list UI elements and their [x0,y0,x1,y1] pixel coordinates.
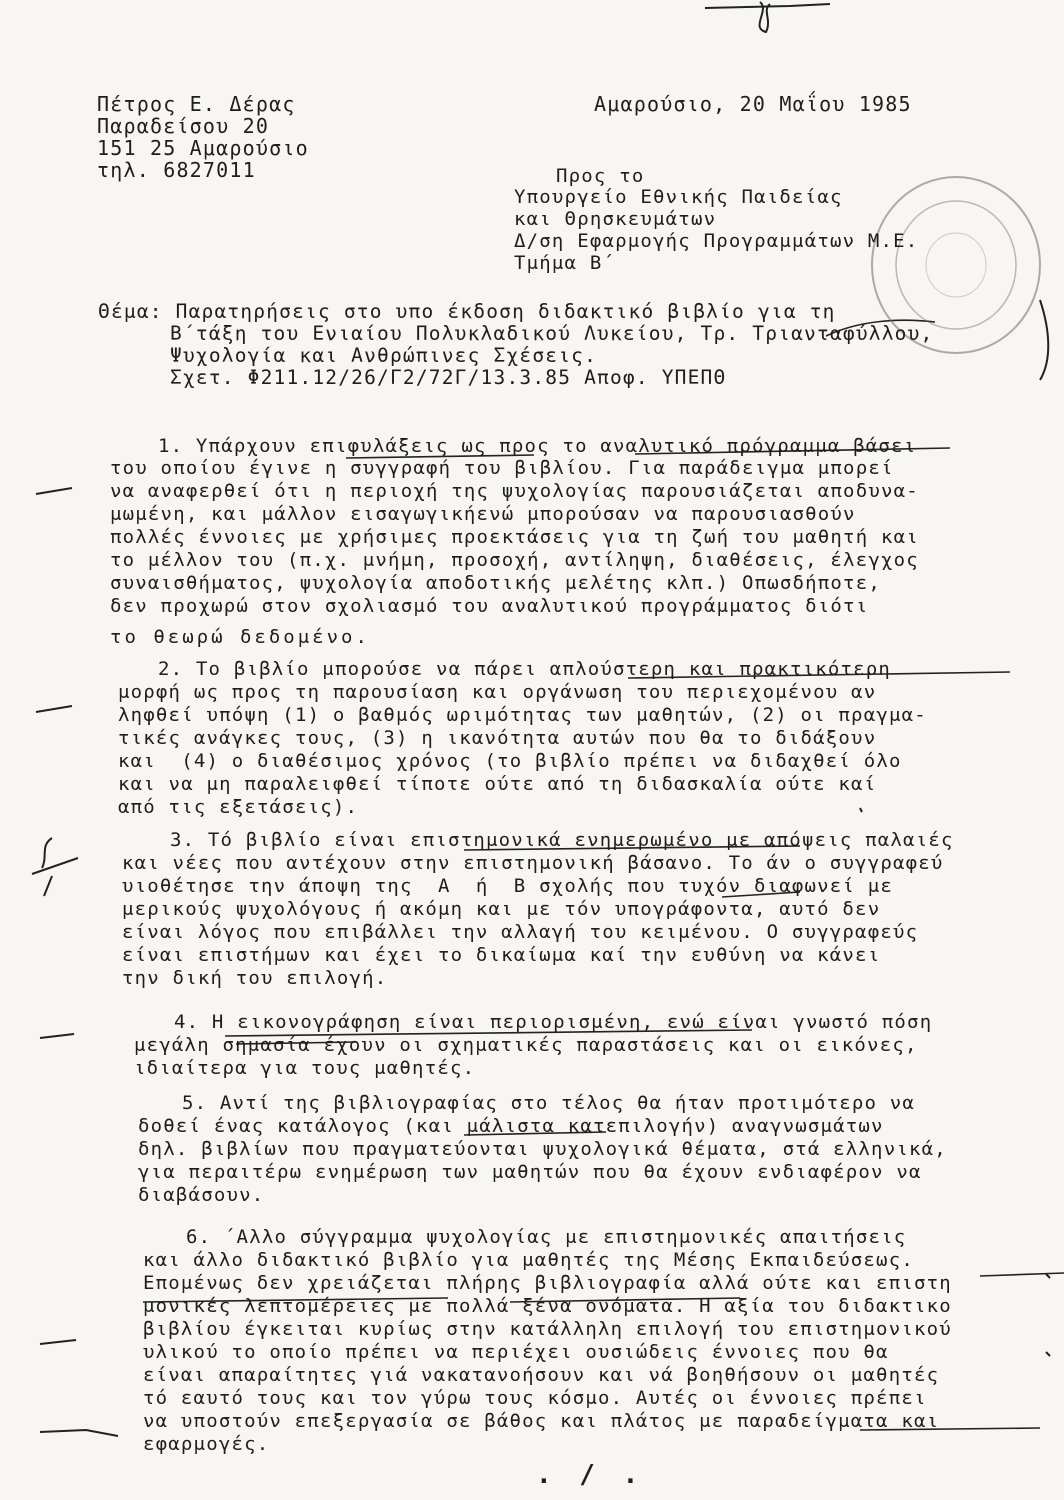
letter-date: Αμαρούσιο, 20 Μαΐου 1985 [594,92,912,116]
text-line: και νέες που αντέχουν στην επιστημονική βάσανο. Το άν ο συγγραφεύ [122,852,944,874]
text-line: και (4) ο διαθέσιμος χρόνος (το βιβλίο πρέπει να διδαχθεί όλο [118,750,902,772]
margin-mark-2 [36,706,72,712]
text-line: τικές ανάγκες τους, (3) η ικανότητα αυτών που θα το διδάξουν [118,727,877,749]
text-line: διαβάσουν. [138,1184,265,1206]
recipient-line: Δ/ση Εφαρμογής Προγραμμάτων Μ.Ε. [514,230,919,252]
text-line: δηλ. βιβλίων που πραγματεύονται ψυχολογικά θέματα, στά ελληνικά, [138,1138,947,1160]
subject-line: Ψυχολογία και Ανθρώπινες Σχέσεις. [170,344,598,367]
text-line: τό εαυτό τους και τον γύρω τους κόσμο. Αυτές οι έννοιες πρέπει [143,1387,927,1409]
text-line: 4. Η εικονογράφηση είναι περιορισμένη, ενώ είναι γνωστό πόση [174,1011,933,1033]
text-line: μερικούς ψυχολόγους ή ακόμη και με τόν υπογράφοντα, αυτό δεν [122,898,881,920]
text-line: συναισθήματος, ψυχολογία αποδοτικής μελέτης κλπ.) Οπωσδήποτε, [110,572,881,594]
text-line: υλικού το οποίο πρέπει να περιέχει ουσιώδεις έννοιες που θα [143,1341,889,1363]
text-line: και άλλο διδακτικό βιβλίο για μαθητές της Μέσης Εκπαιδεύσεως. [143,1249,914,1271]
text-line: την δική του επιλογή. [122,967,388,989]
margin-mark-1 [36,488,72,494]
text-line: από τις εξετάσεις). [118,796,359,818]
text-line: το θεωρώ δεδομένο. [110,626,370,648]
text-line: Επομένως δεν χρειάζεται πλήρης βιβλιογραφία αλλά ούτε και επιστη [143,1272,952,1294]
text-line: εφαρμογές. [143,1433,270,1455]
margin-mark-4 [40,1034,74,1038]
text-line: για περαιτέρω ενημέρωση των μαθητών που θα έχουν ενδιαφέρον να [138,1161,922,1183]
text-line: ληφθεί υπόψη (1) ο βαθμός ωριμότητας των μαθητών, (2) οι πραγμα- [118,704,927,726]
recipient-line: Τμήμα Β΄ [514,252,616,274]
text-line: 3. Τό βιβλίο είναι επιστημονικά ενημερωμένο με απόψεις παλαιές [170,829,954,851]
text-line: το μέλλον του (π.χ. μνήμη, προσοχή, αντίληψη, διαθέσεις, έλεγχος [110,549,919,571]
page-continuation-marker: . / . [536,1460,645,1490]
sender-phone: τηλ. 6827011 [97,158,256,182]
sender-name: Πέτρος Ε. Δέρας [97,92,296,116]
sender-city: 151 25 Αμαρούσιο [97,136,309,160]
recipient-line: Προς το [556,165,645,187]
text-line: 1. Υπάρχουν επιφυλάξεις ως προς το αναλυτικό πρόγραμμα βάσει [158,435,917,457]
recipient-line: και Θρησκευμάτων [514,208,717,230]
text-line: μονικές λεπτομέρειες με πολλά ξένα ονόματα. Η αξία του διδακτικο [143,1295,952,1317]
text-line: 6. ΄Αλλο σύγγραμμα ψυχολογίας με επιστημονικές απαιτήσεις [186,1226,907,1248]
subject-line: Σχετ. Φ211.12/26/Γ2/72Γ/13.3.85 Αποφ. ΥΠΕΠΘ [170,366,727,389]
text-line: δοθεί ένας κατάλογος (και μάλιστα κατεπιλογήν) αναγνωσμάτων [138,1115,884,1137]
text-line: μορφή ως προς τη παρουσίαση και οργάνωση του περιεχομένου αν [118,681,877,703]
margin-mark-5 [40,1340,76,1344]
margin-mark-6 [40,1430,118,1436]
sender-street: Παραδείσου 20 [97,114,270,138]
text-line: 5. Αντί της βιβλιογραφίας στο τέλος θα ήταν προτιμότερο να [182,1092,916,1114]
text-line: υιοθέτησε την άποψη της Α ή Β σχολής που τυχόν διαφωνεί με [122,875,893,897]
text-line: 2. Το βιβλίο μπορούσε να πάρει απλούστερη και πρακτικότερη [158,658,892,680]
text-line: βιβλίου έγκειται κυρίως στην κατάλληλη επιλογή του επιστημονικού [143,1318,952,1340]
text-line: ιδιαίτερα για τους μαθητές. [134,1057,476,1079]
text-line: είναι επιστήμων και έχει το δικαίωμα καί την ευθύνη να κάνει [122,944,881,966]
text-line: μεγάλη σημασία έχουν οι σχηματικές παραστάσεις και οι εικόνες, [134,1034,918,1056]
text-line: είναι λόγος που επιβάλλει την αλλαγή του κειμένου. Ο συγγραφεύς [122,921,919,943]
subject-line: Θέμα: Παρατηρήσεις στο υπο έκδοση διδακτικό βιβλίο για τη [98,300,836,323]
text-line: του οποίου έγινε η συγγραφή του βιβλίου. Για παράδειγμα μπορεί [110,457,894,479]
text-line: είναι απαραίτητες γιά νακατανοήσουν και νά βοηθήσουν οι μαθητές [143,1364,940,1386]
text-line: δεν προχωρώ στον σχολιασμό του αναλυτικού προγράμματος διότι [110,595,869,617]
text-line: και να μη παραλειφθεί τίποτε ούτε από τη διδασκαλία ούτε καί [118,773,877,795]
subject-line: Β΄τάξη του Ενιαίου Πολυκλαδικού Λυκείου, Τρ. Τριανταφύλλου, [170,322,934,345]
text-line: να υποστούν επεξεργασία σε βάθος και πλάτος με παραδείγματα και [143,1410,940,1432]
text-line: μωμένη, και μάλλον εισαγωγικήενώ μπορούσαν να παρουσιασθούν [110,503,856,525]
margin-mark-3 [32,838,78,896]
text-line: πολλές έννοιες με χρήσιμες προεκτάσεις για τη ζωή του μαθητή και [110,526,919,548]
recipient-line: Υπουργείο Εθνικής Παιδείας [514,186,843,208]
text-line: να αναφερθεί ότι η περιοχή της ψυχολογίας παρουσιάζεται αποδυνα- [110,480,919,502]
